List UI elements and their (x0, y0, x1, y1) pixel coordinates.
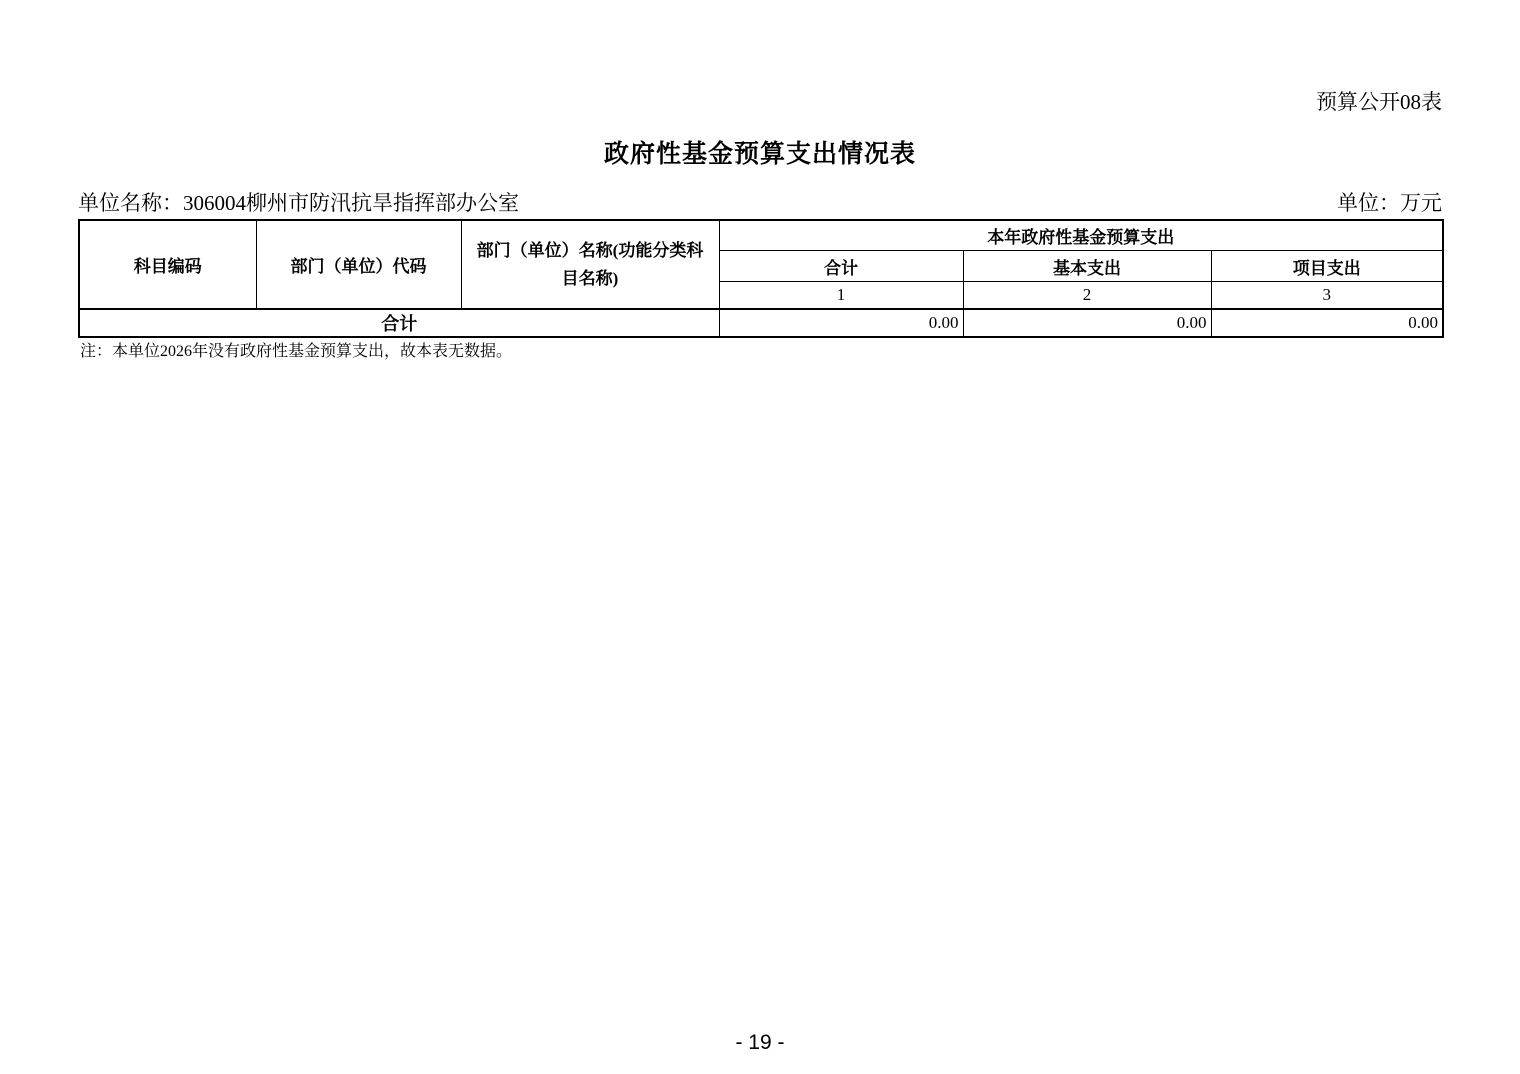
column-number-2: 2 (963, 282, 1211, 310)
header-row-1 (79, 220, 1443, 251)
column-number-1: 1 (719, 282, 963, 310)
footnote: 注：本单位2026年没有政府性基金预算支出，故本表无数据。 (80, 343, 513, 360)
header-dept-name: 部门（单位）名称(功能分类科目名称) (461, 220, 719, 309)
header-subject-code: 科目编码 (79, 220, 256, 309)
budget-table (78, 219, 1444, 338)
unit-name-label: 单位名称：306004柳州市防汛抗旱指挥部办公室 (78, 191, 519, 215)
row-label-total: 合计 (79, 309, 719, 337)
header-project: 项目支出 (1211, 251, 1443, 282)
header-basic: 基本支出 (963, 251, 1211, 282)
header-dept-code: 部门（单位）代码 (256, 220, 461, 309)
page-number: - 19 - (735, 1031, 785, 1054)
column-number-3: 3 (1211, 282, 1443, 310)
form-number-label: 预算公开08表 (1316, 90, 1442, 114)
unit-measure-label: 单位：万元 (1337, 191, 1442, 215)
page-title: 政府性基金预算支出情况表 (603, 141, 916, 168)
cell-project-value: 0.00 (1211, 309, 1443, 337)
cell-total-value: 0.00 (719, 309, 963, 337)
cell-basic-value: 0.00 (963, 309, 1211, 337)
table-row (79, 309, 1443, 337)
info-row (78, 187, 1442, 217)
header-expenditure-group: 本年政府性基金预算支出 (719, 220, 1443, 251)
header-total: 合计 (719, 251, 963, 282)
